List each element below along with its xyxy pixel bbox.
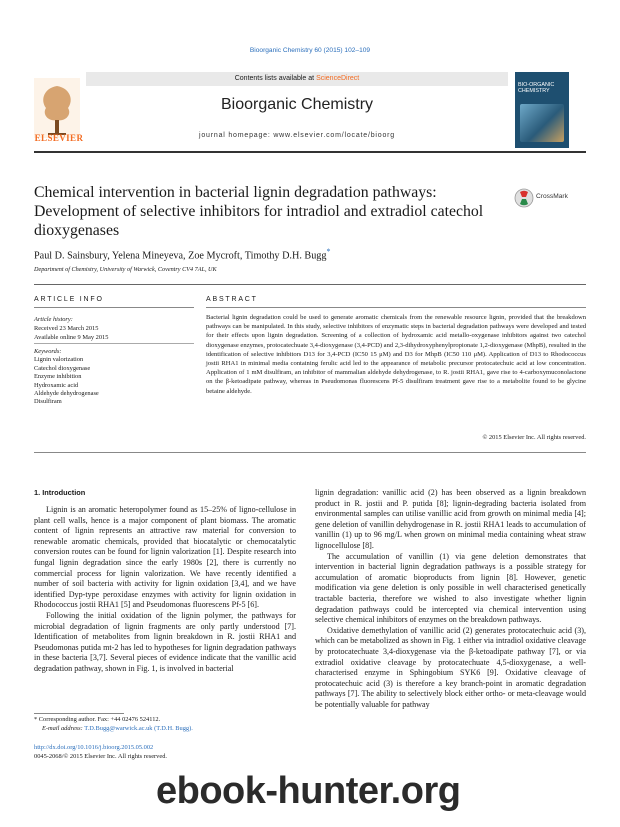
elsevier-wordmark: ELSEVIER <box>34 133 84 143</box>
crossmark-label: CrossMark <box>536 193 568 200</box>
keyword: Catechol dioxygenase <box>34 364 91 372</box>
journal-title: Bioorganic Chemistry <box>220 96 374 113</box>
abstract-rule-bottom <box>34 452 586 453</box>
keyword: Enzyme inhibition <box>34 373 82 381</box>
email-label: E-mail address: <box>42 724 83 732</box>
watermark: ebook-hunter.org <box>156 770 461 812</box>
doi-link[interactable]: http://dx.doi.org/10.1016/j.bioorg.2015.05.002 <box>34 744 154 751</box>
header-rule <box>34 151 586 153</box>
author-names: Paul D. Sainsbury, Yelena Mineyeva, Zoe Mycroft, Timothy D.H. Bugg <box>34 250 327 262</box>
history-label: Article history: <box>34 316 73 323</box>
sciencedirect-link[interactable]: ScienceDirect <box>316 75 360 82</box>
introduction-heading: 1. Introduction <box>34 488 86 497</box>
article-history <box>34 315 194 342</box>
doi-block <box>34 744 167 761</box>
email-link[interactable]: T.D.Bugg@warwick.ac.uk (T.D.H. Bugg). <box>84 724 193 732</box>
abstract-rule <box>206 307 586 308</box>
footnote <box>34 716 296 733</box>
body-paragraph: Lignin is an aromatic heteropolymer found as 15–25% of ligno-cellulose in plant cell walls, hence is a major component of plant biomass. The aromatic content of lignin represents an attractive raw material for conversion to renewable aromatic chemicals, provided that biocatalytic or chemocatalytic conversion routes can be found for lignin valorization [1]. Despite research into fungal lignin degradation since the early 1980s [2], there is currently no commercial process for lignin valorization. We have recently identified a number of soil bacteria with activity for lignin oxidation [3,4], and we have identified Dyp-type peroxidase enzymes with activity for lignin oxidation in Rhodococcus jostii RHA1 [5] and Pseudomonas fluorescens Pf-5 [6]. <box>34 505 296 610</box>
article-title: Chemical intervention in bacterial lignin degradation pathways: Development of selective inhibitors for intradiol and extradiol catechol dioxygenases <box>34 184 484 239</box>
body-column-left <box>34 505 296 675</box>
keyword: Hydroxamic acid <box>34 381 79 389</box>
body-paragraph: The accumulation of vanillin (1) via gene deletion demonstrates that intervention in bacterial lignin degradation pathways is a possible strategy for accumulation of aromatic bioproducts from lignin [8]. However, genetic modification via gene deletion is only possible in well characterised genetically tractable bacteria, therefore we wished to also investigate whether lignin degradation pathways could be intercepted via chemical intervention using selective chemical inhibitors of enzymes on the breakdown pathways. <box>315 551 586 625</box>
article-info-rule <box>34 307 194 308</box>
article-info-heading: ARTICLE INFO <box>34 296 104 303</box>
keywords-block <box>34 348 194 407</box>
journal-homepage[interactable]: journal homepage: www.elsevier.com/locate/bioorg <box>199 132 395 139</box>
crossmark-icon <box>514 188 534 208</box>
history-online: Available online 9 May 2015 <box>34 334 109 341</box>
corresponding-author-mark[interactable]: * <box>326 247 331 256</box>
crossmark-badge[interactable] <box>514 187 570 209</box>
affiliation: Department of Chemistry, University of Warwick, Coventry CV4 7AL, UK <box>34 266 217 273</box>
cover-image <box>520 104 564 142</box>
contents-available-bar <box>86 72 508 86</box>
body-column-right <box>315 488 586 710</box>
keyword: Aldehyde dehydrogenase <box>34 390 99 398</box>
authors-line <box>34 247 574 261</box>
contents-prefix: Contents lists available at <box>234 75 317 82</box>
footnote-rule <box>34 713 124 714</box>
keyword: Disulfiram <box>34 398 62 406</box>
body-paragraph: Oxidative demethylation of vanillic acid (2) generates protocatechuic acid (3), which can be metabolized as shown in Fig. 1 either via intradiol oxidative cleavage by protocatechuate 3,4-dioxygenase via the β-ketoadipate pathway [7], or via extradiol oxidative cleavage by protocatechuate 4,5-dioxygenase, a well-characterised enzyme in Sphingobium SYK6 [9]. Oxidative cleavage of protocatechuic acid (3) is therefore a key branch-point in aromatic degradation pathways [7]. The ability to selectively block either ortho- or meta-cleavage would be potentially valuable for pathway <box>315 625 586 709</box>
affiliation-rule <box>34 284 586 285</box>
keyword: Lignin valorization <box>34 356 84 364</box>
issn-line: 0045-2068/© 2015 Elsevier Inc. All rights reserved. <box>34 752 167 760</box>
body-paragraph: lignin degradation: vanillic acid (2) has been observed as a lignin breakdown product in R. jostii and P. putida [8]; lignin-degrading bacteria isolated from environmental samples can utilise vanillic acid from growth on minimal media [4]; gene deletion of vanillin dehydrogenase in R. jostii RHA1 leads to accumulation of vanillin (1) up to 96 mg/L when grown on minimal media containing wheat straw lignocellulose [8]. <box>315 488 586 550</box>
history-received: Received 23 March 2015 <box>34 325 99 332</box>
body-paragraph: Following the initial oxidation of the lignin polymer, the pathways for microbial degradation of lignin fragments are only partly understood [7]. Identification of metabolites from lignin breakdown in R. jostii RHA1 and Pseudomonas putida mt-2 has led to hypotheses for lignin degradation pathways in these bacteria [3,7]. Several pieces of evidence indicate that the vanillic acid degradation pathway, shown in Fig. 1, is involved in bacterial <box>34 610 296 673</box>
abstract-heading: ABSTRACT <box>206 296 258 303</box>
journal-citation-link[interactable]: Bioorganic Chemistry 60 (2015) 102–109 <box>249 47 371 54</box>
cover-title: BIO-ORGANIC CHEMISTRY <box>518 82 555 94</box>
abstract-copyright: © 2015 Elsevier Inc. All rights reserved. <box>482 434 586 441</box>
keywords-label: Keywords: <box>34 348 62 355</box>
corresponding-author-note: * Corresponding author. Fax: +44 02476 524112. <box>34 716 161 723</box>
keywords-rule <box>34 343 194 344</box>
abstract-text: Bacterial lignin degradation could be used to generate aromatic chemicals from the renewable resource lignin, provided that the breakdown pathways can be manipulated. In this study, selective inhibitors of enzymatic steps in bacterial degradation pathways were developed and tested for their effects upon lignin degradation. Screening of a collection of hydroxamic acid metallo-oxygenase inhibitors against two catechol dioxygenase enzymes, protocatechuate 3,4-dioxygenase (3,4-PCD) and 2,3-dihydroxyphenylpropionate 1,2-dioxygenase (MhpB), resulted in the identification of selective inhibitors D13 for 3,4-PCD (IC50 15 μM) and D3 for MhpB (IC50 110 μM). Application of D13 to Rhodococcus jostii RHA1 in minimal media containing ferulic acid led to the appearance of metabolic precursor protocatechuic acid at low concentration. Application of 1 mM disulfiram, an inhibitor of mammalian aldehyde dehydrogenase, to R. jostii RHA1, gave rise to 4-carboxymuconolactone on the β-ketoadipate pathway, whereas in Pseudomonas fluorescens Pf-5 disulfiram treatment gave rise to a metabolite found to be glycine betaine aldehyde. <box>206 314 586 395</box>
